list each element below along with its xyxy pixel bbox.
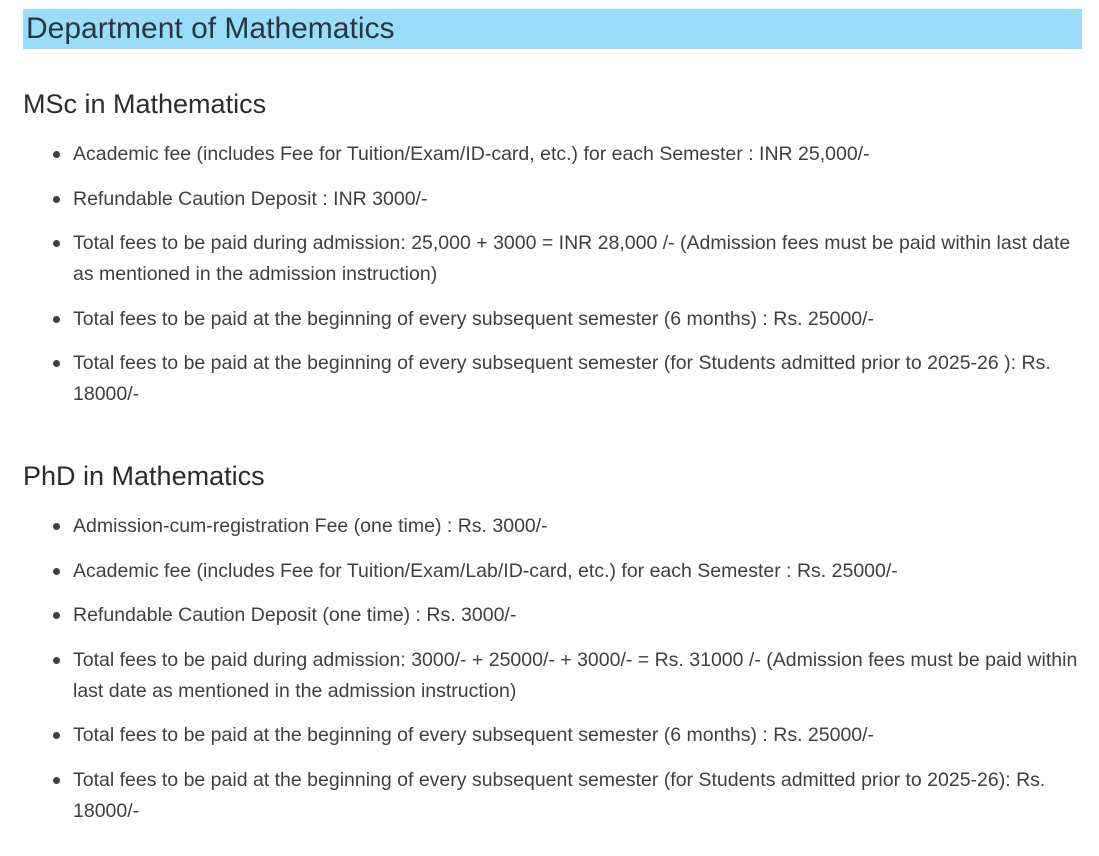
- phd-section: [23, 459, 1082, 827]
- phd-fee-list: [23, 511, 1082, 827]
- msc-section: [23, 87, 1082, 410]
- phd-fee-item-academic: Academic fee (includes Fee for Tuition/Exam/Lab/ID-card, etc.) for each Semester : Rs. 25000/-: [23, 556, 1082, 587]
- msc-fee-item-prior-students: Total fees to be paid at the beginning of every subsequent semester (for Students admitted prior to 2025-26 ): Rs. 18000/-: [23, 348, 1082, 410]
- department-banner: [23, 9, 1082, 49]
- msc-fee-list: [23, 139, 1082, 410]
- phd-fee-item-caution-deposit: Refundable Caution Deposit (one time) : Rs. 3000/-: [23, 600, 1082, 631]
- phd-fee-item-admission-total: Total fees to be paid during admission: 3000/- + 25000/- + 3000/- = Rs. 31000 /- (Admission fees must be paid within last date as mentioned in the admission instruction): [23, 645, 1082, 707]
- msc-fee-item-admission-total: Total fees to be paid during admission: 25,000 + 3000 = INR 28,000 /- (Admission fees must be paid within last date as mentioned in the admission instruction): [23, 228, 1082, 290]
- msc-fee-item-academic: Academic fee (includes Fee for Tuition/Exam/ID-card, etc.) for each Semester : INR 25,000/-: [23, 139, 1082, 170]
- page-content: [23, 9, 1082, 827]
- phd-fee-item-subsequent-semester: Total fees to be paid at the beginning of every subsequent semester (6 months) : Rs. 25000/-: [23, 720, 1082, 751]
- msc-fee-item-caution-deposit: Refundable Caution Deposit : INR 3000/-: [23, 184, 1082, 215]
- phd-fee-item-admission-registration: Admission-cum-registration Fee (one time) : Rs. 3000/-: [23, 511, 1082, 542]
- msc-title: MSc in Mathematics: [23, 89, 267, 119]
- msc-fee-item-subsequent-semester: Total fees to be paid at the beginning of every subsequent semester (6 months) : Rs. 25000/-: [23, 304, 1082, 335]
- phd-fee-item-prior-students: Total fees to be paid at the beginning of every subsequent semester (for Students admitted prior to 2025-26): Rs. 18000/-: [23, 765, 1082, 827]
- department-title: Department of Mathematics: [26, 12, 395, 45]
- phd-title: PhD in Mathematics: [23, 461, 265, 491]
